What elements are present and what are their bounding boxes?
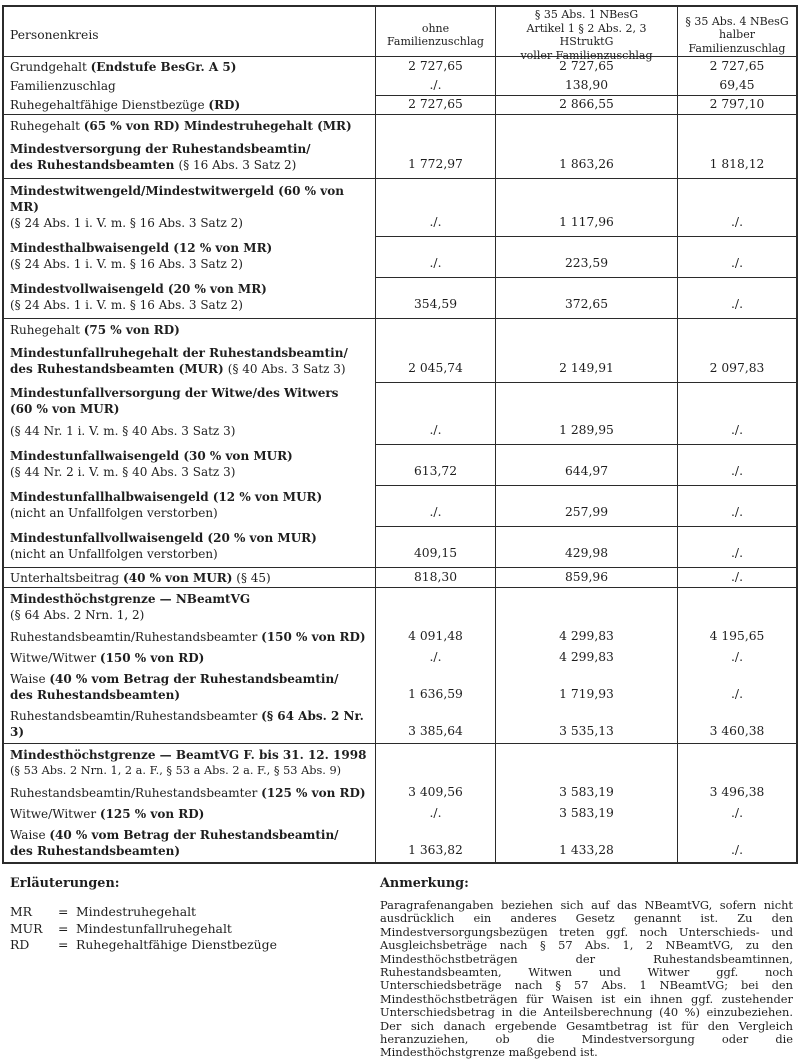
value-voller: 2 727,65 — [495, 57, 677, 76]
row-waise-40-nbeamtvg — [4, 669, 796, 706]
label-segment: Mindestunfallversorgung der Witwe/des Witwers — [10, 386, 339, 400]
value-halber: 2 097,83 — [677, 319, 796, 382]
label-segment: Unterhaltsbeitrag — [10, 571, 124, 585]
value-voller: 372,65 — [495, 277, 677, 318]
label-segment: (125 % von RD) — [261, 786, 366, 800]
row-ruhestandsbeamter-64-2-3 — [4, 706, 796, 743]
label-line — [10, 281, 369, 297]
label-segment: Ruhestandsbeamtin/Ruhestandsbeamter — [10, 786, 262, 800]
value-ohne: 2 727,65 — [375, 95, 495, 114]
label-segment: (40 % vom Betrag der Ruhestandsbeamtin/ — [49, 672, 339, 686]
label-cell — [4, 825, 375, 862]
label-segment: (Endstufe BesGr. A 5) — [90, 60, 237, 74]
value-voller — [495, 744, 677, 783]
label-segment: Mindesthöchstgrenze — BeamtVG F. bis 31. 12. 1998 — [10, 748, 367, 762]
label-cell — [4, 588, 375, 627]
label-cell — [4, 444, 375, 485]
value-voller: 4 299,83 — [495, 627, 677, 648]
value-halber: ./. — [677, 804, 796, 825]
label-segment: (§ 24 Abs. 1 i. V. m. § 16 Abs. 3 Satz 2) — [10, 298, 243, 312]
value-ohne: ./. — [375, 382, 495, 444]
label-segment: (60 % von MUR) — [10, 402, 120, 416]
value-voller: 1 863,26 — [495, 115, 677, 178]
label-line — [10, 423, 369, 439]
value-halber: ./. — [677, 179, 796, 236]
label-cell — [4, 115, 375, 178]
value-ohne: ./. — [375, 485, 495, 526]
label-cell — [4, 648, 375, 669]
row-grundgehalt — [4, 57, 796, 76]
label-line — [10, 141, 369, 157]
label-segment: Familienzuschlag — [10, 79, 116, 93]
legend-definition: Ruhegehaltfähige Dienstbezüge — [76, 937, 277, 952]
value-ohne: 818,30 — [375, 568, 495, 587]
label-cell — [4, 382, 375, 444]
value-ohne: 3 409,56 — [375, 783, 495, 804]
value-voller: 1 117,96 — [495, 179, 677, 236]
header-line: Familienzuschlag — [688, 41, 786, 55]
header-ohne-familienzuschlag — [375, 7, 495, 63]
label-segment: (150 % von RD) — [261, 630, 366, 644]
label-segment: (nicht an Unfallfolgen verstorben) — [10, 506, 218, 520]
label-segment: Waise — [10, 672, 50, 686]
row-familienzuschlag — [4, 76, 796, 95]
label-line — [10, 297, 369, 313]
label-line — [10, 763, 369, 779]
label-line — [10, 806, 369, 822]
label-line — [10, 650, 369, 666]
row-mindestunfallvollwaisengeld — [4, 526, 796, 567]
label-line — [10, 827, 369, 843]
label-segment: Ruhegehalt — [10, 323, 84, 337]
label-segment: (nicht an Unfallfolgen verstorben) — [10, 547, 218, 561]
row-mindesthoechstgrenze-beamtvg-header — [4, 743, 796, 783]
label-cell — [4, 526, 375, 567]
label-segment: Mindestunfallvollwaisengeld (20 % von MUR) — [10, 531, 317, 545]
row-mindesthoechstgrenze-nbeamtvg-header — [4, 587, 796, 627]
value-voller: 3 583,19 — [495, 804, 677, 825]
row-mindestunfallhalbwaisengeld — [4, 485, 796, 526]
label-segment: (§ 24 Abs. 1 i. V. m. § 16 Abs. 3 Satz 2) — [10, 257, 243, 271]
label-line — [10, 59, 369, 75]
label-segment: Grundgehalt — [10, 60, 91, 74]
value-ohne: ./. — [375, 648, 495, 669]
legend-abbr: MR — [10, 904, 33, 919]
pension-minimum-benefits-table — [2, 5, 798, 864]
value-ohne — [375, 588, 495, 627]
label-line — [10, 671, 369, 687]
label-segment: Mindestvollwaisengeld (20 % von MR) — [10, 282, 267, 296]
value-halber: ./. — [677, 526, 796, 567]
label-line — [10, 157, 369, 173]
value-voller: 257,99 — [495, 485, 677, 526]
value-voller: 138,90 — [495, 76, 677, 95]
value-halber: ./. — [677, 277, 796, 318]
legend-equals: = — [58, 937, 69, 952]
label-segment: Ruhegehalt — [10, 119, 84, 133]
label-segment: (§ 64 Abs. 2 Nrn. 1, 2) — [10, 608, 145, 622]
row-witwe-witwer-125 — [4, 804, 796, 825]
label-segment: Mindestversorgung der Ruhestandsbeamtin/ — [10, 142, 311, 156]
legend-equals: = — [58, 920, 69, 936]
label-cell — [4, 319, 375, 382]
value-voller: 1 433,28 — [495, 825, 677, 862]
value-voller: 3 583,19 — [495, 783, 677, 804]
row-ruhestandsbeamter-150 — [4, 627, 796, 648]
value-voller: 1 719,93 — [495, 669, 677, 706]
label-cell — [4, 744, 375, 783]
label-line — [10, 361, 369, 377]
label-segment: (40 % vom Betrag der Ruhestandsbeamtin/ — [49, 828, 339, 842]
legend-equals: = — [58, 904, 69, 919]
value-ohne: 2 045,74 — [375, 319, 495, 382]
label-segment: (§ 24 Abs. 1 i. V. m. § 16 Abs. 3 Satz 2) — [10, 216, 243, 230]
row-waise-40-beamtvg — [4, 825, 796, 862]
label-line — [10, 708, 369, 740]
label-line — [10, 747, 369, 763]
value-ohne: 1 636,59 — [375, 669, 495, 706]
label-line — [10, 256, 369, 272]
header-line: § 35 Abs. 1 NBesG — [534, 8, 639, 21]
value-ohne: 613,72 — [375, 444, 495, 485]
label-line — [10, 464, 369, 480]
legend-block — [10, 876, 380, 1060]
value-halber: ./. — [677, 444, 796, 485]
value-halber: ./. — [677, 648, 796, 669]
label-line — [10, 546, 369, 562]
value-voller: 1 289,95 — [495, 382, 677, 444]
legend-definition: Mindestunfallruhegehalt — [76, 920, 232, 936]
value-voller: 2 866,55 — [495, 95, 677, 114]
value-halber: ./. — [677, 669, 796, 706]
label-line — [10, 489, 369, 505]
value-voller — [495, 588, 677, 627]
label-line — [10, 401, 369, 417]
row-ruhegehaltfaehige-dienstbezuege — [4, 95, 796, 114]
header-line: halber — [719, 28, 755, 42]
legend-item — [10, 937, 380, 954]
value-ohne: ./. — [375, 76, 495, 95]
header-line: voller Familienzuschlag — [520, 48, 653, 62]
label-segment: Mindestunfallwaisengeld (30 % von MUR) — [10, 449, 293, 463]
value-ohne — [375, 744, 495, 783]
label-line — [10, 183, 369, 215]
legend-definition: Mindestruhegehalt — [76, 904, 197, 919]
row-witwe-witwer-150 — [4, 648, 796, 669]
label-segment: (§ 40 Abs. 3 Satz 3) — [227, 362, 346, 376]
label-segment: (RD) — [208, 98, 241, 112]
value-voller: 2 149,91 — [495, 319, 677, 382]
value-ohne: 4 091,48 — [375, 627, 495, 648]
label-cell — [4, 669, 375, 706]
label-segment: (§ 44 Nr. 1 i. V. m. § 40 Abs. 3 Satz 3) — [10, 424, 236, 438]
row-mindestunfallruhegehalt — [4, 318, 796, 382]
value-voller: 223,59 — [495, 236, 677, 277]
row-mindestwitwengeld — [4, 178, 796, 236]
label-segment: des Ruhestandsbeamten) — [10, 844, 181, 858]
value-ohne: 2 727,65 — [375, 57, 495, 76]
row-unterhaltsbeitrag — [4, 567, 796, 587]
note-title: Anmerkung: — [380, 876, 469, 891]
label-cell — [4, 783, 375, 804]
value-halber — [677, 744, 796, 783]
value-halber: 3 496,38 — [677, 783, 796, 804]
value-voller: 644,97 — [495, 444, 677, 485]
row-mindestunfallversorgung-witwe — [4, 382, 796, 444]
value-halber: ./. — [677, 568, 796, 587]
label-segment: Witwe/Witwer — [10, 651, 100, 665]
value-halber: ./. — [677, 485, 796, 526]
label-line — [10, 785, 369, 801]
row-ruhestandsbeamter-125 — [4, 783, 796, 804]
label-segment: (§ 64 Abs. 2 Nr. 3) — [10, 709, 364, 739]
value-halber: 69,45 — [677, 76, 796, 95]
value-halber: 4 195,65 — [677, 627, 796, 648]
label-segment: Mindestunfallruhegehalt der Ruhestandsbeamtin/ — [10, 346, 348, 360]
label-cell — [4, 804, 375, 825]
label-line — [10, 843, 369, 859]
label-cell — [4, 706, 375, 743]
label-segment: Mindesthalbwaisengeld (12 % von MR) — [10, 241, 273, 255]
label-line — [10, 591, 369, 607]
header-line: § 35 Abs. 4 NBesG — [685, 14, 789, 28]
label-segment: (150 % von RD) — [99, 651, 205, 665]
value-halber: ./. — [677, 825, 796, 862]
label-segment: (§ 16 Abs. 3 Satz 2) — [178, 158, 297, 172]
row-mindestversorgung — [4, 114, 796, 178]
value-halber: 2 797,10 — [677, 95, 796, 114]
header-line: Familienzuschlag — [387, 35, 484, 48]
footer — [2, 876, 798, 1060]
label-segment: (§ 53 Abs. 2 Nrn. 1, 2 a. F., § 53 a Abs. 2 a. F., § 53 Abs. 9) — [10, 764, 342, 777]
label-segment: des Ruhestandsbeamten (MUR) — [10, 362, 228, 376]
value-halber: 1 818,12 — [677, 115, 796, 178]
label-cell — [4, 568, 375, 587]
value-halber: ./. — [677, 382, 796, 444]
legend-list — [10, 904, 380, 954]
value-ohne: ./. — [375, 179, 495, 236]
label-line — [10, 629, 369, 645]
header-line: ohne — [421, 21, 450, 35]
legend-title: Erläuterungen: — [10, 876, 120, 891]
label-line — [10, 215, 369, 231]
label-segment: Ruhegehaltfähige Dienstbezüge — [10, 98, 209, 112]
label-segment: (§ 45) — [232, 571, 271, 585]
label-segment: Mindesthöchstgrenze — NBeamtVG — [10, 592, 251, 606]
value-ohne: ./. — [375, 236, 495, 277]
label-segment: Witwe/Witwer — [10, 807, 100, 821]
label-cell — [4, 57, 375, 76]
legend-item — [10, 904, 380, 921]
label-line — [10, 687, 369, 703]
label-segment: Ruhestandsbeamtin/Ruhestandsbeamter — [10, 709, 262, 723]
label-cell — [4, 236, 375, 277]
value-ohne: 3 385,64 — [375, 706, 495, 743]
label-cell — [4, 485, 375, 526]
label-segment: (75 % von RD) — [83, 323, 180, 337]
legend-abbr: MUR — [10, 920, 43, 936]
value-halber — [677, 588, 796, 627]
label-line — [10, 385, 369, 401]
value-halber: 2 727,65 — [677, 57, 796, 76]
value-ohne: 354,59 — [375, 277, 495, 318]
legend-abbr: RD — [10, 937, 30, 952]
label-line — [10, 118, 369, 134]
label-line — [10, 322, 369, 338]
header-personenkreis: Personenkreis — [10, 28, 99, 42]
label-line — [10, 607, 369, 623]
label-segment: (§ 44 Nr. 2 i. V. m. § 40 Abs. 3 Satz 3) — [10, 465, 236, 479]
value-ohne: 1 772,97 — [375, 115, 495, 178]
value-ohne: 409,15 — [375, 526, 495, 567]
label-segment: Mindestwitwengeld/Mindestwitwergeld (60 % von MR) — [10, 184, 344, 214]
value-voller: 429,98 — [495, 526, 677, 567]
header-line: Artikel 1 § 2 Abs. 2, 3 HStruktG — [526, 21, 647, 48]
header-voller-familienzuschlag — [495, 7, 677, 63]
label-segment: des Ruhestandsbeamten) — [10, 688, 181, 702]
label-line — [10, 97, 369, 113]
value-ohne: 1 363,82 — [375, 825, 495, 862]
label-cell — [4, 95, 375, 114]
value-halber: ./. — [677, 236, 796, 277]
label-cell — [4, 627, 375, 648]
label-segment: des Ruhestandsbeamten — [10, 158, 179, 172]
label-line — [10, 505, 369, 521]
label-line — [10, 240, 369, 256]
header-halber-familienzuschlag — [677, 7, 796, 63]
label-line — [10, 345, 369, 361]
label-segment: (125 % von RD) — [99, 807, 205, 821]
value-voller: 859,96 — [495, 568, 677, 587]
label-segment: Ruhestandsbeamtin/Ruhestandsbeamter — [10, 630, 262, 644]
label-cell — [4, 277, 375, 318]
note-block — [380, 876, 793, 1060]
table-header-row — [4, 7, 796, 62]
note-text: Paragrafenangaben beziehen sich auf das NBeamtVG, sofern nicht ausdrücklich ein anderes Gesetz genannt ist. Zu den Mindestversorgungsbezügen treten ggf. noch Unterschieds- und Ausgleichsbeträge nach § 57 Abs. 1, 2 NBeamtVG, zu den Mindesthöchstbeträgen der Ruhestandsbeamtinnen, Ruhestandsbeamten, Witwen und Witwer ggf. noch Unterschiedsbeträge nach § 57 Abs. 1 NBeamtVG; bei den Mindesthöchstbeträgen für Waisen ist ein ihnen ggf. zustehender Unterschiedsbetrag in die Anteilsberechnung (40 %) einzubeziehen. Der sich danach ergebende Gesamtbetrag ist für den Vergleich heranzuziehen, ob die Mindestversorgung oder die Mindesthöchstgrenze maßgebend ist. — [380, 898, 793, 1060]
label-cell — [4, 179, 375, 236]
label-cell — [4, 76, 375, 95]
label-segment: (65 % von RD) Mindestruhegehalt (MR) — [83, 119, 352, 133]
legend-item — [10, 921, 380, 938]
row-mindesthalbwaisengeld — [4, 236, 796, 277]
label-line — [10, 530, 369, 546]
value-voller: 3 535,13 — [495, 706, 677, 743]
label-segment: Mindestunfallhalbwaisengeld (12 % von MUR) — [10, 490, 323, 504]
row-mindestvollwaisengeld — [4, 277, 796, 318]
value-halber: 3 460,38 — [677, 706, 796, 743]
value-ohne: ./. — [375, 804, 495, 825]
label-segment: Waise — [10, 828, 50, 842]
label-line — [10, 570, 369, 586]
label-line — [10, 78, 369, 94]
value-voller: 4 299,83 — [495, 648, 677, 669]
row-mindestunfallwaisengeld — [4, 444, 796, 485]
label-segment: (40 % von MUR) — [123, 571, 233, 585]
label-line — [10, 448, 369, 464]
